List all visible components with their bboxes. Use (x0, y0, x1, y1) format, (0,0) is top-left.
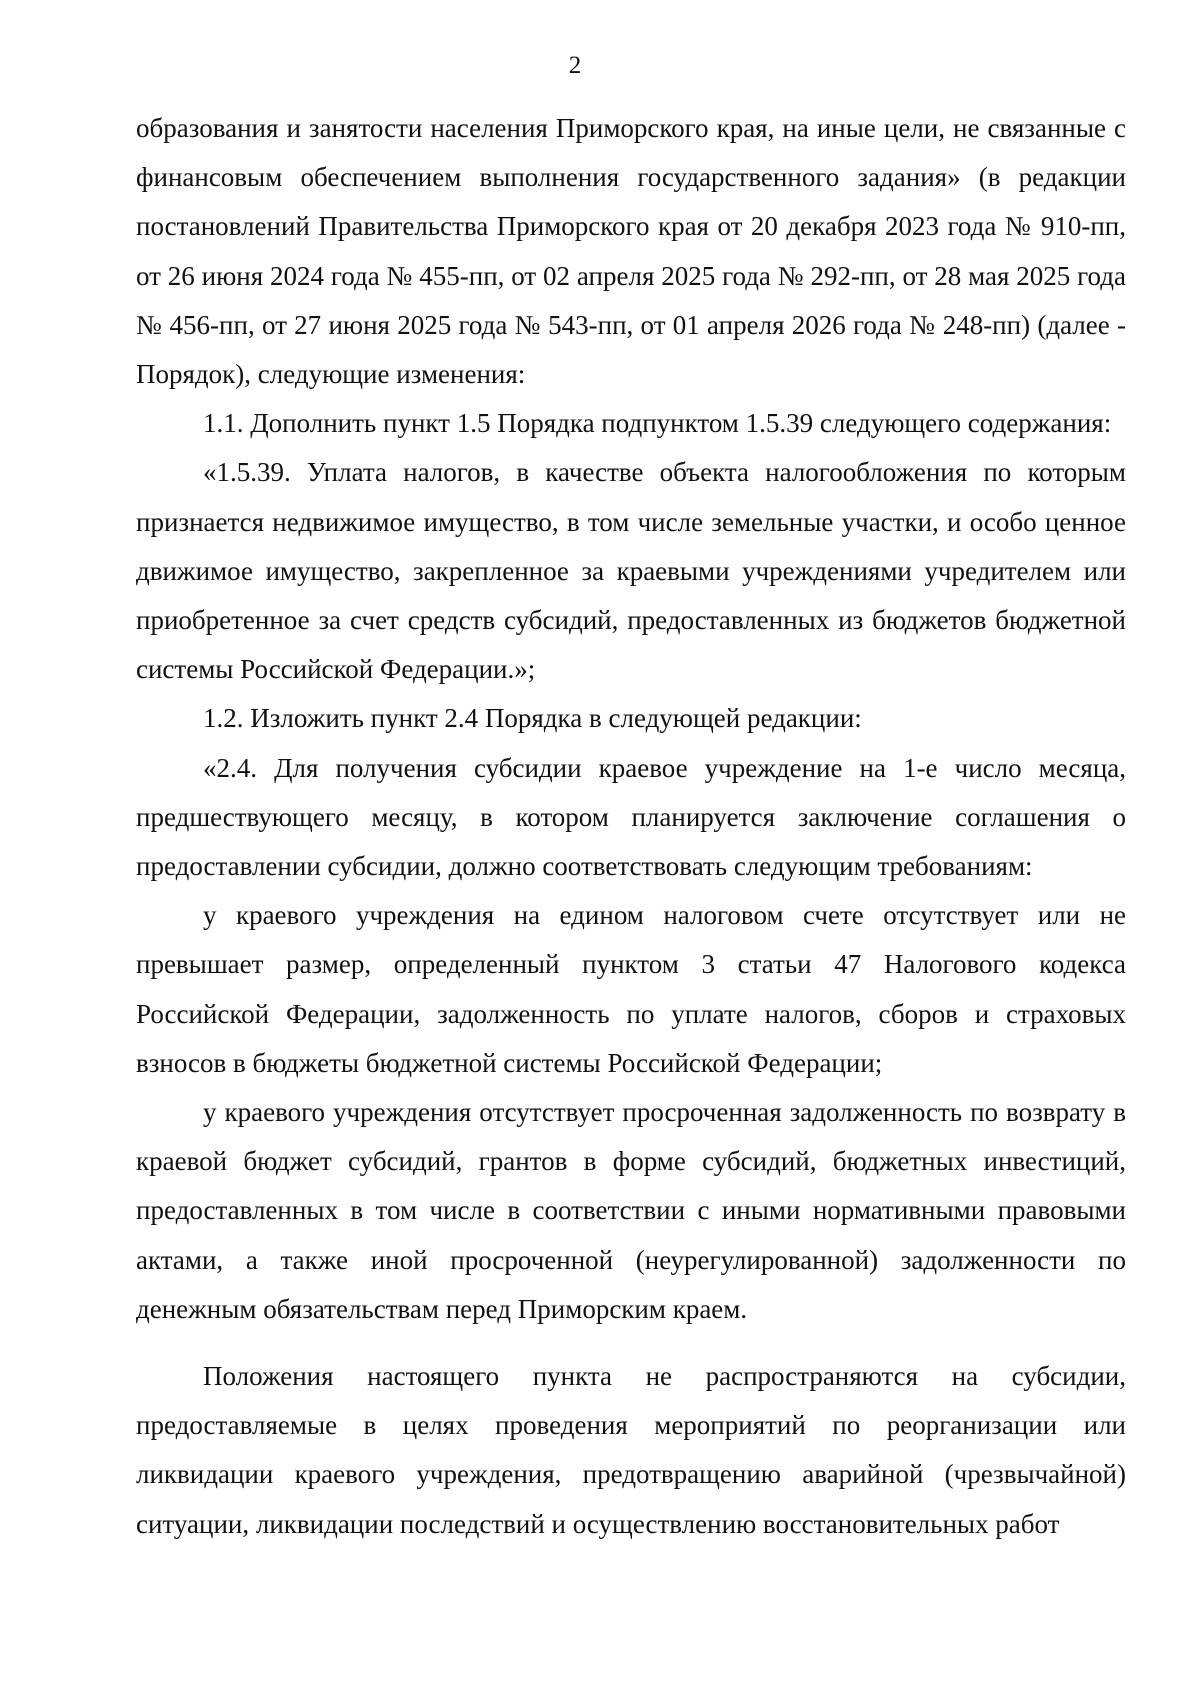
paragraph-item-1-1: 1.1. Дополнить пункт 1.5 Порядка подпунктом 1.5.39 следующего содержания: (203, 408, 1112, 439)
paragraph-subitem-1-5-39: «1.5.39. Уплата налогов, в качестве объекта налогообложения по которым признается недвижимое имущество, в том числе земельные участки, и особо ценное движимое имущество, закрепленное за краевыми учреждениями учредителем или приобретенное за счет средств субсидий, предоставленных из бюджетов бюджетной системы Российской Федерации.»; (136, 457, 1126, 685)
document-body (136, 104, 1126, 1549)
page-number: 2 (568, 52, 582, 79)
paragraph-item-1-2: 1.2. Изложить пункт 2.4 Порядка в следующей редакции: (203, 703, 862, 734)
paragraph-requirement-tax-debt: у краевого учреждения на едином налоговом счете отсутствует или не превышает размер, определенный пунктом 3 статьи 47 Налогового кодекса Российской Федерации, задолженность по уплате налогов, сборов и страховых взносов в бюджеты бюджетной системы Российской Федерации; (136, 900, 1126, 1078)
paragraph-exceptions: Положения настоящего пункта не распространяются на субсидии, предоставляемые в целях проведения мероприятий по реорганизации или ликвидации краевого учреждения, предотвращению аварийной (чрезвычайной) ситуации, ликвидации последствий и осуществлению восстановительных работ (136, 1361, 1126, 1539)
paragraph-item-2-4: «2.4. Для получения субсидии краевое учреждение на 1-е число месяца, предшествующего месяцу, в котором планируется заключение соглашения о предоставлении субсидии, должно соответствовать следующим требованиям: (136, 752, 1126, 882)
paragraph-requirement-overdue-debt: у краевого учреждения отсутствует просроченная задолженность по возврату в краевой бюджет субсидий, грантов в форме субсидий, бюджетных инвестиций, предоставленных в том числе в соответствии с иными нормативными правовыми актами, а также иной просроченной (неурегулированной) задолженности по денежным обязательствам перед Приморским краем. (136, 1097, 1126, 1324)
paragraph-continuation: образования и занятости населения Приморского края, на иные цели, не связанные с финансовым обеспечением выполнения государственного задания» (в редакции постановлений Правительства Приморского края от 20 декабря 2023 года № 910-пп, от 26 июня 2024 года № 455-пп, от 02 апреля 2025 года № 292-пп, от 28 мая 2025 года № 456-пп, от 27 июня 2025 года № 543-пп, от 01 апреля 2026 года № 248-пп) (далее - Порядок), следующие изменения: (136, 113, 1126, 390)
